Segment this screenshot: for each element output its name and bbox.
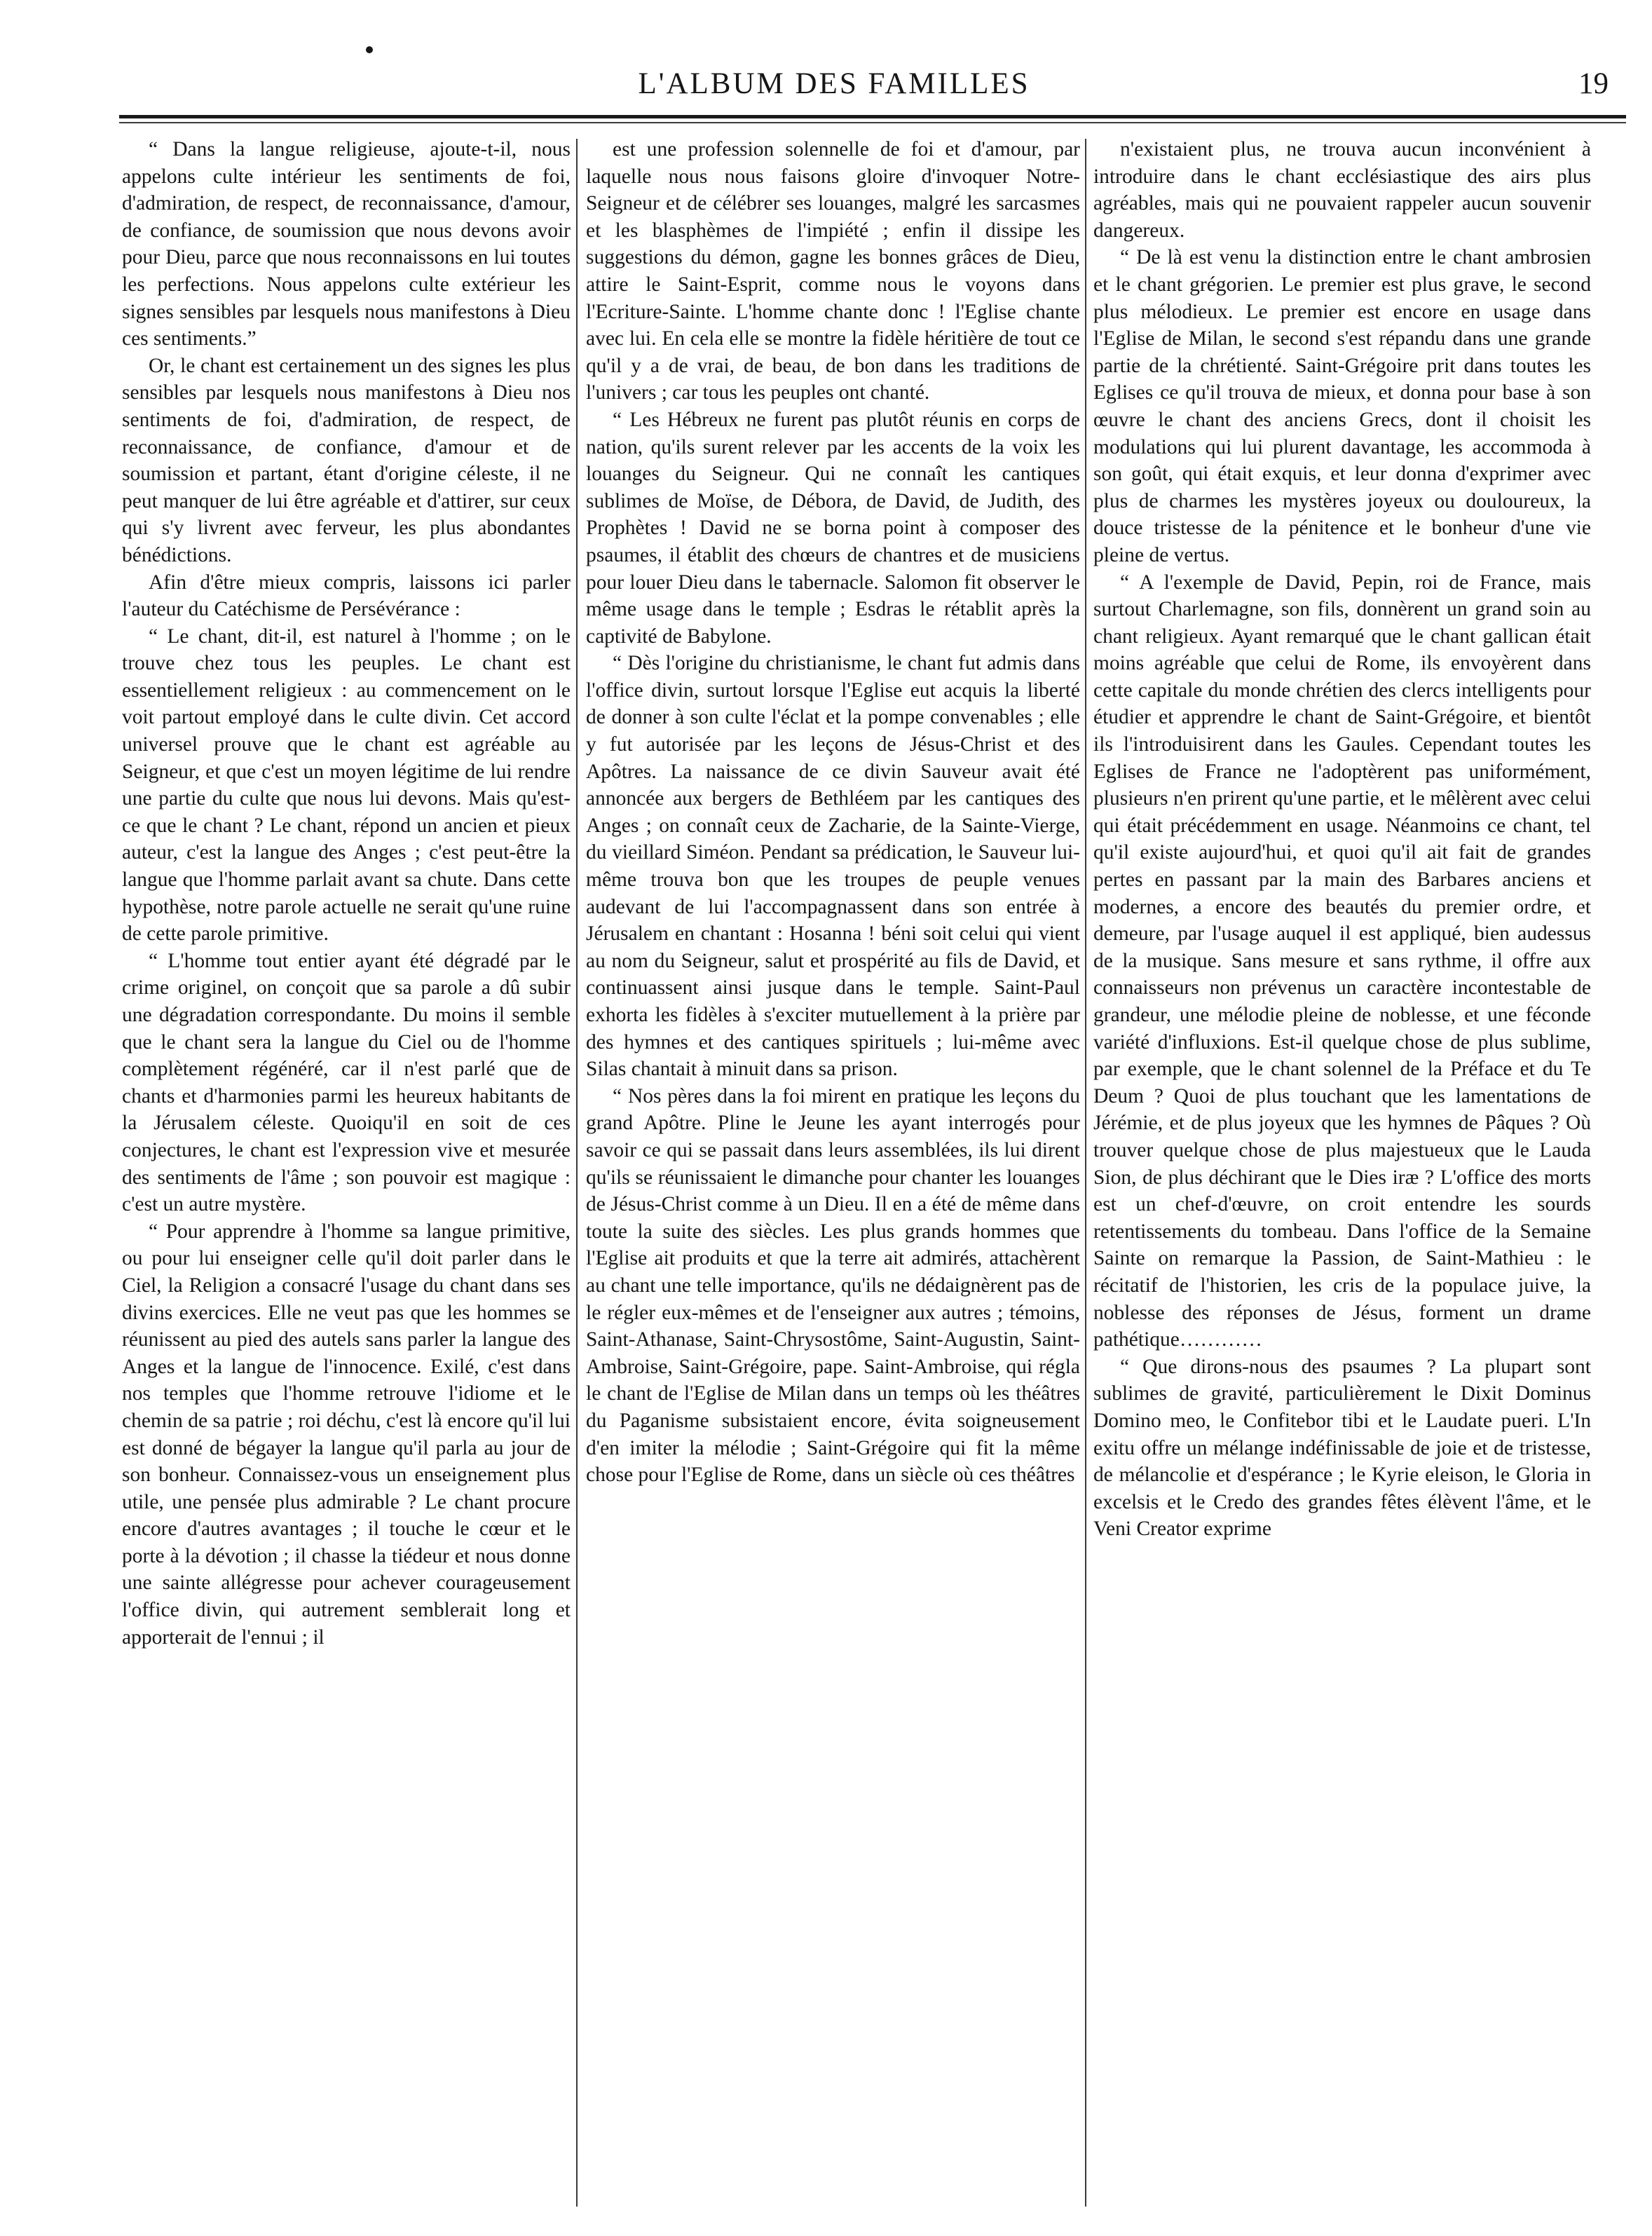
paragraph: “ Le chant, dit-il, est naturel à l'homme ; on le trouve chez tous les peuples. Le chant est essentiellement religieux : au commencement on le voit partout employé dans le culte divin. Cet accord universel prouve que le chant est agréable au Seigneur, et que c'est un moyen légitime de lui rendre une partie du culte que nous lui devons. Mais qu'est-ce que le chant ? Le chant, répond un ancien et pieux auteur, c'est la langue des Anges ; c'est peut-être la langue que l'homme parlait avant sa chute. Dans cette hypothèse, notre parole actuelle ne serait qu'une ruine de cette parole primitive.	[122, 625, 571, 946]
paragraph: Or, le chant est certainement un des signes les plus sensibles par lesquels nous manifestons à Dieu nos sentiments de foi, d'admiration, de respect, de reconnaissance, de confiance, d'amour et de soumission et partant, étant d'origine céleste, il ne peut manquer de lui être agréable et d'attirer, sur ceux qui s'y livrent avec ferveur, les plus abondantes bénédictions.	[122, 354, 571, 566]
column-divider	[1085, 139, 1086, 2207]
column-divider	[576, 139, 578, 2207]
paragraph: “ Pour apprendre à l'homme sa langue primitive, ou pour lui enseigner celle qu'il doit parler dans le Ciel, la Religion a consacré l'usage du chant dans ses divins exercices. Elle ne veut pas que les hommes se réunissent au pied des autels sans parler la langue des Anges et la langue de l'innocence. Exilé, c'est dans nos temples que l'homme retrouve l'idiome et le chemin de sa patrie ; roi déchu, c'est là encore qu'il lui est donné de bégayer la langue qu'il parla au jour de son bonheur. Connaissez-vous un enseignement plus utile, une pensée plus admirable ? Le chant procure encore d'autres avantages ; il touche le cœur et le porte à la dévotion ; il chasse la tiédeur et nous donne une sainte allégresse pour achever courageusement l'office divin, qui autrement semblerait long et apporterait de l'ennui ; il	[122, 1220, 571, 1649]
text-column-3	[1093, 136, 1591, 2211]
paragraph: “ Dans la langue religieuse, ajoute-t-il, nous appelons culte intérieur les sentiments de foi, d'admiration, de respect, de reconnaissance, d'amour, de confiance, de soumission que nous devons avoir pour Dieu, parce que nous reconnaissons en lui toutes les perfections. Nous appelons culte extérieur les signes sensibles par lesquels nous manifestons à Dieu ces sentiments.”	[122, 138, 571, 350]
paragraph: “ Les Hébreux ne furent pas plutôt réunis en corps de nation, qu'ils surent relever par les accents de la voix les louanges du Seigneur. Qui ne connaît les cantiques sublimes de Moïse, de Débora, de David, de Judith, des Prophètes ! David ne se borna point à composer des psaumes, il établit des chœurs de chantres et de musiciens pour louer Dieu dans le tabernacle. Salomon fit observer le même usage dans le temple ; Esdras le rétablit après la captivité de Babylone.	[586, 408, 1080, 648]
paragraph: “ Que dirons-nous des psaumes ? La plupart sont sublimes de gravité, particulièrement le Dixit Dominus Domino meo, le Confitebor tibi et le Laudate pueri. L'In exitu offre un mélange indéfinissable de joie et de tristesse, de mélancolie et d'espérance ; le Kyrie eleison, le Gloria in excelsis et le Credo des grandes fêtes élèvent l'âme, et le Veni Creator exprime	[1093, 1355, 1591, 1541]
paragraph: “ A l'exemple de David, Pepin, roi de France, mais surtout Charlemagne, son fils, donnèrent un grand soin au chant religieux. Ayant remarqué que le chant gallican était moins agréable que celui de Rome, ils envoyèrent dans cette capitale du monde chrétien des clercs intelligents pour étudier et apprendre le chant de Saint-Grégoire, et bientôt ils l'introduisirent dans les Gaules. Cependant toutes les Eglises de France ne l'adoptèrent pas uniformément, plusieurs n'en prirent qu'une partie, et le mêlèrent avec celui qui était précédemment en usage. Néanmoins ce chant, tel qu'il existe aujourd'hui, et quoi qu'il ait fait de grandes pertes en passant par la main des Barbares anciens et modernes, a encore des beautés du premier ordre, et demeure, par l'usage auquel il est appliqué, bien audessus de la musique. Sans mesure et sans rythme, il offre aux connaisseurs non prévenus un caractère incontestable de grandeur, une mélodie pleine de noblesse, et une féconde variété d'influxions. Est-il quelque chose de plus sublime, par exemple, que le chant solennel de la Préface et du Te Deum ? Quoi de plus touchant que les lamentations de Jérémie, et de plus joyeux que les hymnes de Pâques ? Où trouver quelque chose de plus majestueux que le Lauda Sion, de plus déchirant que le Dies iræ ? L'office des morts est un chef-d'œuvre, on croit entendre les sourds retentissements du tombeau. Dans l'office de la Semaine Sainte on remarque la Passion, de Saint-Mathieu : le récitatif de l'historien, les cris de la populace juive, la noblesse des réponses de Jésus, forment un drame pathétique…………	[1093, 571, 1591, 1351]
ink-dot	[366, 46, 373, 53]
text-column-2	[586, 136, 1080, 2211]
header-rule-thick	[119, 115, 1626, 118]
paragraph: n'existaient plus, ne trouva aucun inconvénient à introduire dans le chant ecclésiastique des airs plus agréables, mais qui ne pouvaient rappeler aucun souvenir dangereux.	[1093, 138, 1591, 242]
paragraph: “ Nos pères dans la foi mirent en pratique les leçons du grand Apôtre. Pline le Jeune les ayant interrogés pour savoir ce qui se passait dans leurs assemblées, ils lui dirent qu'ils se réunissaient le dimanche pour chanter les louanges de Jésus-Christ comme à un Dieu. Il en a été de même dans toute la suite des siècles. Les plus grands hommes que l'Eglise ait produits et que la terre ait admirés, attachèrent au chant une telle importance, qu'ils ne dédaignèrent pas de le régler eux-mêmes et de l'enseigner aux autres ; témoins, Saint-Athanase, Saint-Chrysostôme, Saint-Augustin, Saint-Ambroise, Saint-Grégoire, pape. Saint-Ambroise, qui régla le chant de l'Eglise de Milan dans un temps où les théâtres du Paganisme subsistaient encore, évita soigneusement d'en imiter la mélodie ; Saint-Grégoire qui fit la même chose pour l'Eglise de Rome, dans un siècle où ces théâtres	[586, 1084, 1080, 1487]
paragraph: Afin d'être mieux compris, laissons ici parler l'auteur du Catéchisme de Persévérance :	[122, 571, 571, 621]
running-title: L'ALBUM DES FAMILLES	[638, 67, 1030, 100]
paragraph: “ De là est venu la distinction entre le chant ambrosien et le chant grégorien. Le premier est plus grave, le second plus mélodieux. Le premier est encore en usage dans l'Eglise de Milan, le second s'est répandu dans une grande partie de la chrétienté. Saint-Grégoire prit dans toutes les Eglises ce qu'il trouva de mieux, et donna pour base à son œuvre le chant des anciens Grecs, dont il choisit les modulations qui lui plurent davantage, les accommoda à son goût, qui était exquis, et leur donna d'exprimer avec plus de charmes les mystères joyeux ou douloureux, la douce tristesse de la pénitence et le bonheur d'une vie pleine de vertus.	[1093, 246, 1591, 566]
page-number: 19	[1578, 67, 1609, 100]
paragraph: “ Dès l'origine du christianisme, le chant fut admis dans l'office divin, surtout lorsque l'Eglise eut acquis la liberté de donner à son culte l'éclat et la pompe convenables ; elle y fut autorisée par les leçons de Jésus-Christ et des Apôtres. La naissance de ce divin Sauveur avait été annoncée aux bergers de Bethléem par les cantiques des Anges ; on connaît ceux de Zacharie, de la Sainte-Vierge, du vieillard Siméon. Pendant sa prédication, le Sauveur lui-même trouva bon que les troupes de peuple venues audevant de lui l'accompagnassent dans son entrée à Jérusalem en chantant : Hosanna ! béni soit celui qui vient au nom du Seigneur, salut et prospérité au fils de David, et continuassent ainsi jusque dans le temple. Saint-Paul exhorta les fidèles à s'exciter mutuellement à la prière par des hymnes et des cantiques spirituels ; lui-même avec Silas chantait à minuit dans sa prison.	[586, 652, 1080, 1081]
header-rule-thin	[119, 122, 1626, 123]
paragraph: est une profession solennelle de foi et d'amour, par laquelle nous nous faisons gloire d'invoquer Notre-Seigneur et de célébrer ses louanges, malgré les sarcasmes et les blasphèmes de l'impiété ; enfin il dissipe les suggestions du démon, gagne les bonnes grâces de Dieu, attire le Saint-Esprit, comme nous le voyons dans l'Ecriture-Sainte. L'homme chante donc ! l'Eglise chante avec lui. En cela elle se montre la fidèle héritière de tout ce qu'il y a de vrai, de beau, de bon dans les traditions de l'univers ; car tous les peuples ont chanté.	[586, 138, 1080, 404]
text-column-1	[122, 136, 571, 2211]
paragraph: “ L'homme tout entier ayant été dégradé par le crime originel, on conçoit que sa parole a dû subir une dégradation correspondante. Du moins il semble que le chant sera la langue du Ciel ou de l'homme complètement régénéré, car il n'est parlé que de chants et d'harmonies parmi les heureux habitants de la Jérusalem céleste. Quoiqu'il en soit de ces conjectures, le chant est l'expression vive et mesurée des sentiments de l'âme ; son pouvoir est magique : c'est un autre mystère.	[122, 949, 571, 1216]
